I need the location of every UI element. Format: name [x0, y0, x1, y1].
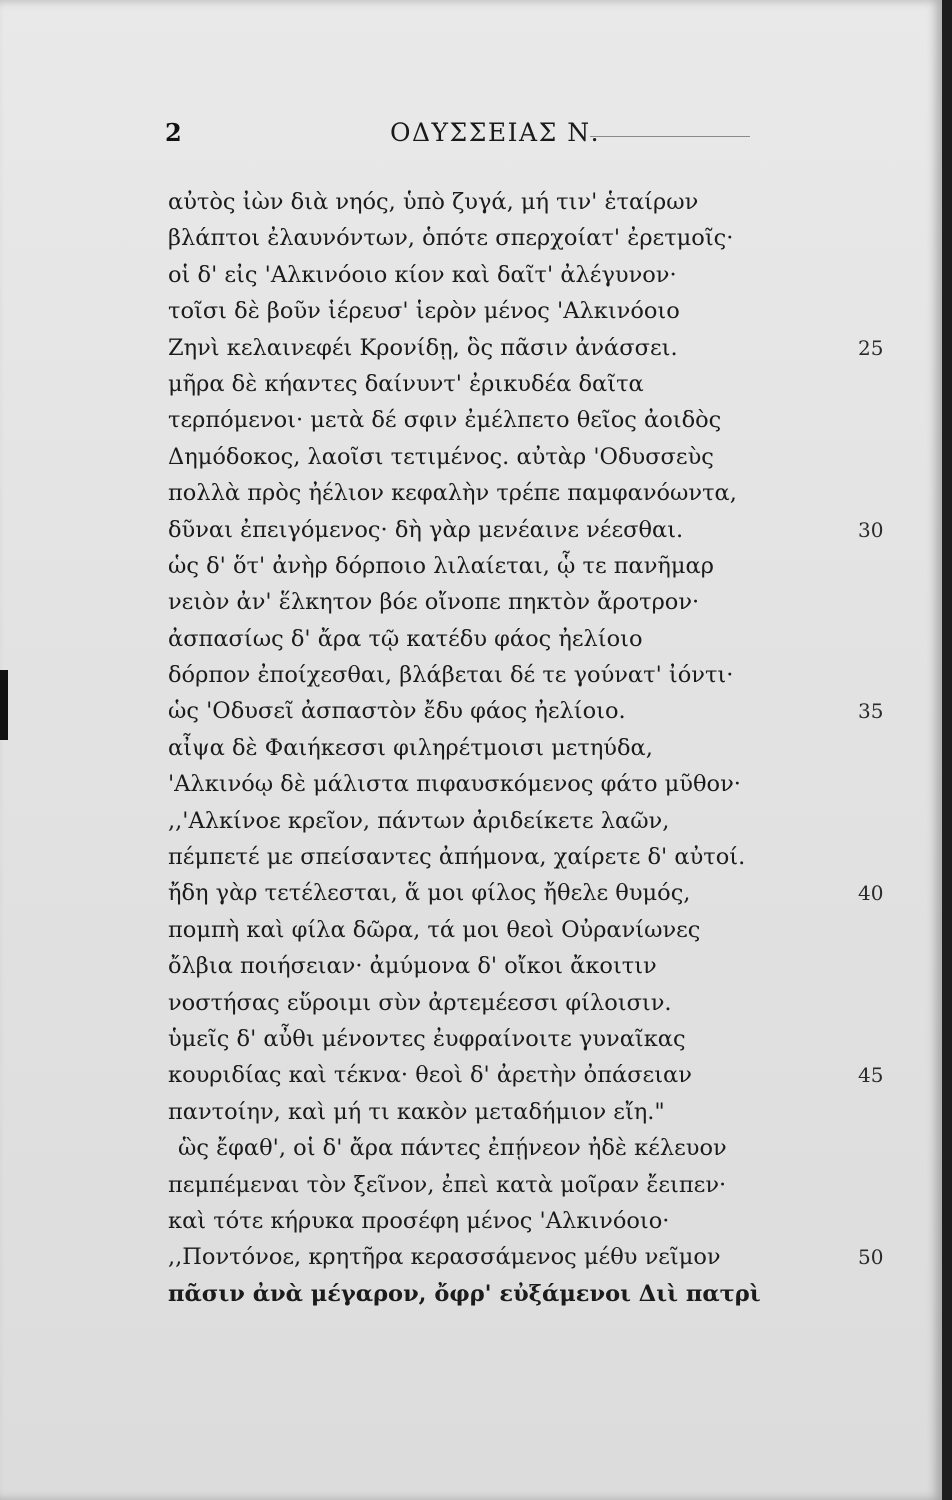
verse-line: [168, 1021, 888, 1057]
page-number: 2: [165, 118, 182, 147]
page-header: [165, 118, 785, 158]
verse-line-text: δῦναι ἐπειγόμενος· δὴ γὰρ μενέαινε νέεσθαι.: [168, 516, 684, 543]
verse-line-text: δόρπον ἐποίχεσθαι, βλάβεται δέ τε γούνατ' ἰόντι·: [168, 662, 734, 689]
line-number: 45: [858, 1063, 884, 1088]
verse-line: [168, 803, 888, 839]
verse-line: [168, 948, 888, 984]
verse-line: [168, 257, 888, 293]
verse-line: [168, 693, 888, 729]
verse-line: [168, 912, 888, 948]
verse-line-text: κουριδίας καὶ τέκνα· θεοὶ δ' ἀρετὴν ὀπάσειαν: [168, 1062, 692, 1089]
verse-line: [168, 293, 888, 329]
header-rule: [590, 136, 750, 137]
verse-line: [168, 985, 888, 1021]
verse-line-text: ὣς ἔφαθ', οἱ δ' ἄρα πάντες ἐπῄνεον ἠδὲ κέλευον: [178, 1135, 727, 1162]
verse-text: [168, 184, 888, 1312]
verse-line-text: αὐτὸς ἰὼν διὰ νηός, ὑπὸ ζυγά, μή τιν' ἑταίρων: [168, 189, 699, 215]
verse-line: [168, 657, 888, 693]
verse-line: [168, 402, 888, 438]
verse-line-text: καὶ τότε κήρυκα προσέφη μένος 'Αλκινόοιο·: [168, 1207, 670, 1234]
verse-line: [168, 220, 888, 256]
verse-line: [168, 330, 888, 366]
verse-line-text: ἀσπασίως δ' ἄρα τῷ κατέδυ φάος ἠελίοιο: [168, 625, 643, 652]
verse-line-text: οἱ δ' εἰς 'Αλκινόοιο κίον καὶ δαῖτ' ἀλέγυνον·: [168, 261, 677, 288]
verse-line-text: τερπόμενοι· μετὰ δέ σφιν ἐμέλπετο θεῖος ἀοιδὸς: [168, 407, 722, 434]
verse-line: [168, 1203, 888, 1239]
verse-line-text: 'Αλκινόῳ δὲ μάλιστα πιφαυσκόμενος φάτο μῦθον·: [168, 771, 741, 798]
verse-line: [168, 184, 888, 220]
verse-line: [168, 366, 888, 402]
verse-line: [168, 1057, 888, 1093]
verse-line: [168, 730, 888, 766]
verse-line-text: νοστήσας εὕροιμι σὺν ἀρτεμέεσσι φίλοισιν.: [168, 989, 672, 1016]
verse-line-text: πομπὴ καὶ φίλα δῶρα, τά μοι θεοὶ Οὐρανίωνες: [168, 916, 701, 943]
verse-line-text: Δημόδοκος, λαοῖσι τετιμένος. αὐτὰρ 'Οδυσσεὺς: [168, 443, 714, 470]
verse-line-text: παντοίην, καὶ μή τι κακὸν μεταδήμιον εἴη.": [168, 1098, 665, 1125]
line-number: 40: [858, 881, 884, 906]
verse-line: [168, 875, 888, 911]
verse-line-text: ,,Ποντόνοε, κρητῆρα κερασσάμενος μέθυ νεῖμον: [168, 1244, 721, 1271]
verse-line-text: Ζηνὶ κελαινεφέι Κρονίδῃ, ὃς πᾶσιν ἀνάσσει.: [168, 334, 678, 361]
verse-line: [168, 1094, 888, 1130]
verse-line: [168, 1130, 888, 1166]
verse-line-text: ,,'Αλκίνοε κρεῖον, πάντων ἀριδείκετε λαῶν,: [168, 807, 670, 834]
verse-line: [168, 1276, 888, 1312]
verse-line-text: πᾶσιν ἀνὰ μέγαρον, ὄφρ' εὐξάμενοι Διὶ πατρὶ: [168, 1280, 761, 1307]
verse-line: [168, 1239, 888, 1275]
verse-line-text: ὄλβια ποιήσειαν· ἀμύμονα δ' οἴκοι ἄκοιτιν: [168, 953, 657, 980]
verse-line: [168, 621, 888, 657]
line-number: 30: [858, 517, 884, 542]
verse-line-text: ὡς δ' ὅτ' ἀνὴρ δόρποιο λιλαίεται, ᾧ τε πανῆμαρ: [168, 552, 714, 579]
verse-line-text: ὑμεῖς δ' αὖθι μένοντες ἐυφραίνοιτε γυναῖκας: [168, 1025, 686, 1052]
line-number: 35: [858, 699, 884, 724]
verse-line: [168, 584, 888, 620]
verse-line-text: πολλὰ πρὸς ἠέλιον κεφαλὴν τρέπε παμφανόωντα,: [168, 480, 737, 507]
verse-line-text: ὡς 'Οδυσεῖ ἀσπαστὸν ἔδυ φάος ἠελίοιο.: [168, 698, 626, 725]
line-number: 50: [858, 1245, 884, 1270]
scan-right-edge: [942, 0, 952, 1500]
line-number: 25: [858, 335, 884, 360]
verse-line: [168, 475, 888, 511]
verse-line-text: βλάπτοι ἐλαυνόντων, ὁπότε σπερχοίατ' ἐρετμοῖς·: [168, 225, 734, 252]
verse-line-text: τοῖσι δὲ βοῦν ἱέρευσ' ἱερὸν μένος 'Αλκινόοιο: [168, 298, 680, 325]
verse-line-text: ἤδη γὰρ τετέλεσται, ἅ μοι φίλος ἤθελε θυμός,: [168, 880, 691, 907]
verse-line-text: νειὸν ἀν' ἕλκητον βόε οἴνοπε πηκτὸν ἄροτρον·: [168, 589, 700, 616]
verse-line-text: πέμπετέ με σπείσαντες ἀπήμονα, χαίρετε δ' αὐτοί.: [168, 844, 746, 871]
verse-line: [168, 548, 888, 584]
verse-line: [168, 1167, 888, 1203]
running-title: ΟΔΥΣΣΕΙΑΣ Ν.: [390, 118, 601, 147]
verse-line: [168, 439, 888, 475]
verse-line-text: πεμπέμεναι τὸν ξεῖνον, ἐπεὶ κατὰ μοῖραν ἔειπεν·: [168, 1171, 727, 1198]
verse-line-text: μῆρα δὲ κήαντες δαίνυντ' ἐρικυδέα δαῖτα: [168, 370, 644, 397]
verse-line: [168, 766, 888, 802]
scan-edge-mark: [0, 670, 8, 740]
verse-line: [168, 839, 888, 875]
verse-line-text: αἶψα δὲ Φαιήκεσσι φιληρέτμοισι μετηύδα,: [168, 734, 653, 761]
verse-line: [168, 512, 888, 548]
